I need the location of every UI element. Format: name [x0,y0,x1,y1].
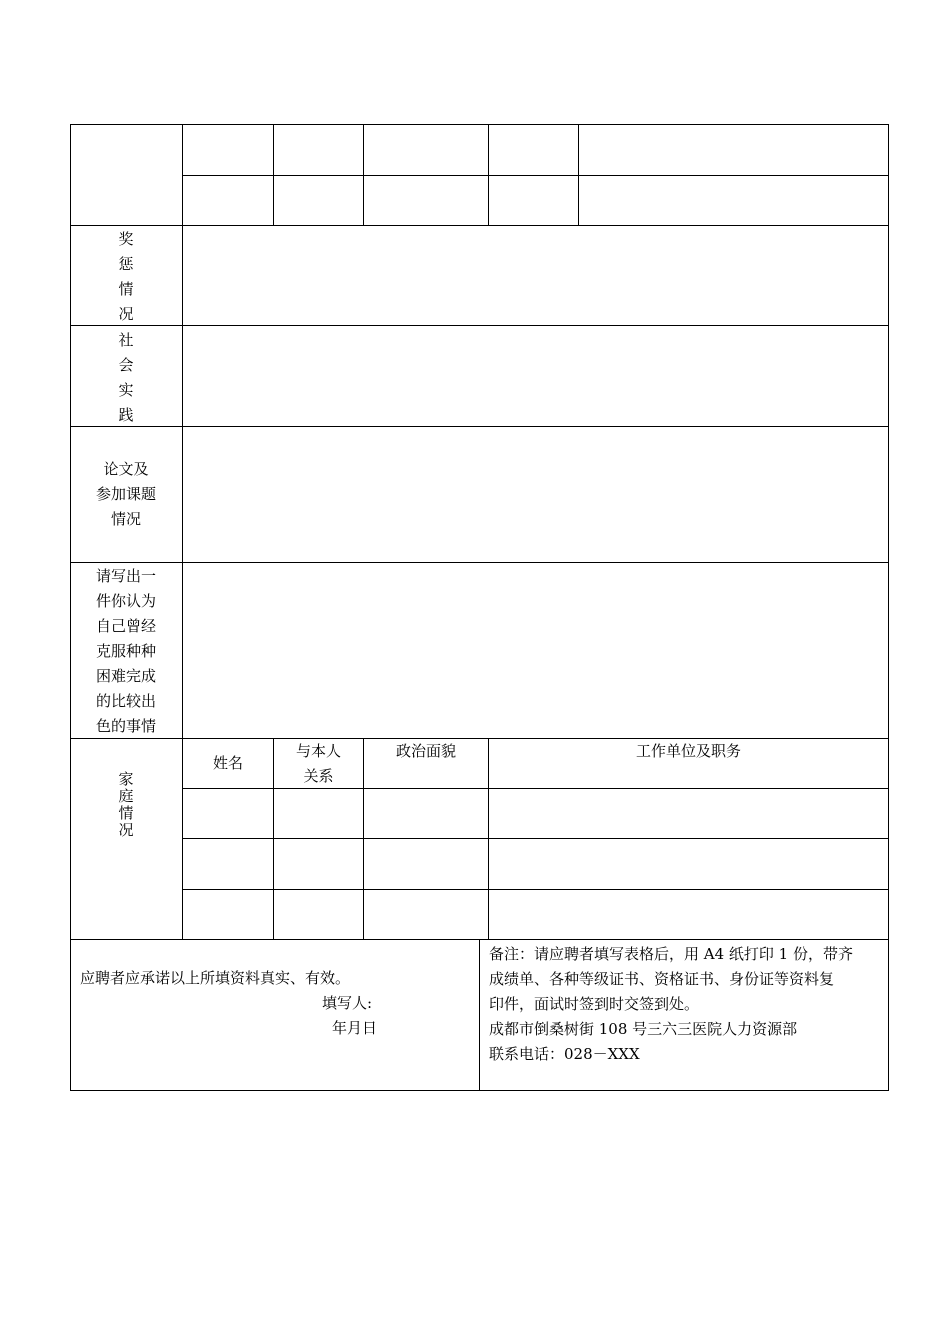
awards-char: 惩 [118,255,134,273]
awards-label [70,227,182,327]
rule [578,124,579,225]
social-char: 会 [118,356,134,374]
story-line: 色的事情 [95,717,156,735]
awards-field[interactable] [183,226,888,325]
rule [488,738,489,939]
story-line: 件你认为 [95,592,156,610]
family-char: 庭 [118,787,134,805]
family-char: 情 [118,804,134,822]
story-line: 自己曾经 [95,617,156,635]
story-line: 的比较出 [95,692,156,710]
notes-address: 成都市倒桑树街 108 号三六三医院人力资源部 [489,1020,798,1038]
papers-line: 论文及 [103,460,149,478]
declaration-statement: 应聘者应承诺以上所填资料真实、有效。 [80,969,351,987]
relation-line: 与本人 [295,742,341,760]
notes-phone: 联系电话：028－XXX [489,1045,640,1063]
story-line: 请写出一 [95,567,156,585]
awards-char: 况 [118,305,134,323]
family-header-work: 工作单位及职务 [635,742,741,760]
rule [888,124,889,1091]
rule [70,124,889,125]
family-header-politics-visible: 政治面貌 [395,742,456,760]
awards-char: 奖 [118,230,134,248]
story-line: 克服种种 [95,642,156,660]
rule [488,124,489,225]
notes-line: 成绩单、各种等级证书、资格证书、身份证等资料复 [489,970,835,988]
declaration-filler: 填写人: [322,994,373,1012]
declaration-date: 年月日 [332,1019,378,1037]
rule [182,889,889,890]
family-header-name: 姓名 [212,754,243,772]
awards-char: 情 [118,280,134,298]
rule [70,1090,889,1091]
notes-line: 印件，面试时签到时交签到处。 [489,995,700,1013]
story-line: 困难完成 [95,667,156,685]
social-char: 社 [118,331,134,349]
social-char: 践 [118,406,134,424]
rule [182,838,889,839]
papers-line: 情况 [110,510,141,528]
family-char: 况 [118,821,134,839]
rule [363,124,364,225]
application-form-table [70,124,889,1091]
rule [273,124,274,225]
social-practice-label [70,328,182,428]
papers-line: 参加课题 [95,485,156,503]
rule [479,939,480,1090]
achievement-story-label [70,564,182,739]
papers-label [70,457,182,532]
rule [363,738,364,939]
family-label [70,771,182,839]
notes-line: 备注：请应聘者填写表格后，用 A4 纸打印 1 份，带齐 [489,945,853,963]
papers-field[interactable] [183,427,888,562]
rule [182,175,889,176]
family-char: 家 [118,770,134,788]
social-practice-field[interactable] [183,326,888,426]
achievement-story-field[interactable] [183,563,888,738]
social-char: 实 [118,381,134,399]
family-header-relation [274,739,363,789]
relation-line: 关系 [303,767,334,785]
